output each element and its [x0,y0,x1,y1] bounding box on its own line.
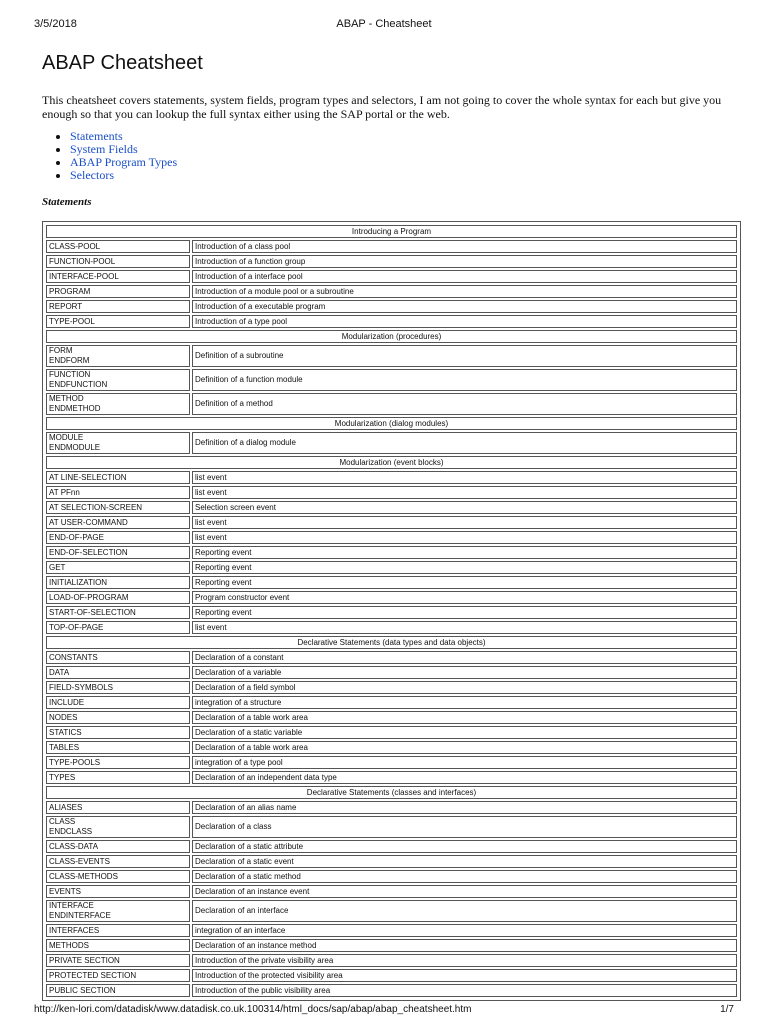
table-row [46,696,737,709]
group-header-row [46,456,737,469]
keyword-text: CONSTANTS [49,652,98,662]
group-title: Introducing a Program [46,225,737,238]
table-row [46,711,737,724]
statement-description: Definition of a function module [192,369,737,391]
print-date: 3/5/2018 [34,18,77,30]
statement-keyword [46,681,190,694]
statement-keyword [46,816,190,838]
group-title: Modularization (procedures) [46,330,737,343]
statement-description: Introduction of a interface pool [192,270,737,283]
keyword-text: AT PFnn [49,487,80,497]
statement-description: Declaration of an alias name [192,801,737,814]
table-row [46,900,737,922]
keyword-text: ENDINTERFACE [49,911,111,920]
table-row [46,315,737,328]
table-row [46,816,737,838]
keyword-text: CLASS-DATA [49,841,99,851]
statement-description: Introduction of a module pool or a subroutine [192,285,737,298]
group-header-row [46,786,737,799]
table-row [46,666,737,679]
toc-item [70,169,177,182]
toc-link-selectors[interactable]: Selectors [70,168,114,182]
statement-description: Declaration of a class [192,816,737,838]
statement-description: Introduction of the private visibility area [192,954,737,967]
keyword-text: FUNCTION-POOL [49,256,116,266]
statement-keyword [46,801,190,814]
toc-link-system-fields[interactable]: System Fields [70,142,138,156]
statement-keyword [46,870,190,883]
statement-keyword [46,576,190,589]
statement-keyword [46,840,190,853]
group-header-row [46,636,737,649]
statement-keyword [46,855,190,868]
statement-keyword [46,240,190,253]
table-row [46,501,737,514]
keyword-text: ENDFUNCTION [49,380,108,389]
keyword-text: NODES [49,712,78,722]
statement-description: Reporting event [192,561,737,574]
statement-keyword [46,546,190,559]
statement-keyword [46,516,190,529]
keyword-text: FORM [49,346,73,355]
table-row [46,531,737,544]
statement-description: Declaration of a table work area [192,741,737,754]
statement-description: integration of a type pool [192,756,737,769]
table-row [46,285,737,298]
keyword-text: END-OF-PAGE [49,532,104,542]
table-row [46,591,737,604]
table-row [46,756,737,769]
statement-keyword [46,315,190,328]
table-of-contents [42,130,177,182]
statement-keyword [46,300,190,313]
table-row [46,651,737,664]
keyword-text: TYPES [49,772,76,782]
group-title: Declarative Statements (classes and interfaces) [46,786,737,799]
keyword-text: ENDCLASS [49,827,93,836]
statement-keyword [46,900,190,922]
keyword-text: CLASS-METHODS [49,871,118,881]
statement-keyword [46,711,190,724]
statement-keyword [46,954,190,967]
statement-description: list event [192,471,737,484]
statement-description: Reporting event [192,546,737,559]
statement-keyword [46,771,190,784]
keyword-text: ENDMETHOD [49,404,101,413]
keyword-text: TOP-OF-PAGE [49,622,104,632]
keyword-text: INTERFACE [49,901,94,910]
statement-keyword [46,471,190,484]
statement-description: integration of an interface [192,924,737,937]
statement-keyword [46,369,190,391]
table-row [46,969,737,982]
keyword-text: START-OF-SELECTION [49,607,136,617]
statement-description: Declaration of a static event [192,855,737,868]
group-title: Modularization (dialog modules) [46,417,737,430]
group-header-row [46,330,737,343]
group-title: Declarative Statements (data types and data objects) [46,636,737,649]
group-header-row [46,417,737,430]
statement-keyword [46,984,190,997]
keyword-text: MODULE [49,433,84,442]
keyword-text: DATA [49,667,70,677]
keyword-text: CLASS-EVENTS [49,856,110,866]
statement-keyword [46,621,190,634]
table-row [46,516,737,529]
table-row [46,726,737,739]
statement-keyword [46,285,190,298]
keyword-text: INTERFACES [49,925,100,935]
statement-description: Introduction of a type pool [192,315,737,328]
statement-keyword [46,393,190,415]
footer-url: http://ken-lori.com/datadisk/www.datadisk.co.uk.100314/html_docs/sap/abap/abap_cheatsheet.htm [34,1004,472,1015]
keyword-text: TYPE-POOLS [49,757,101,767]
table-row [46,471,737,484]
statements-table [42,221,741,1001]
keyword-text: PUBLIC SECTION [49,985,116,995]
table-row [46,486,737,499]
keyword-text: INTERFACE-POOL [49,271,119,281]
keyword-text: PROGRAM [49,286,91,296]
statement-keyword [46,501,190,514]
statement-keyword [46,651,190,664]
section-heading: Statements [42,196,92,208]
statement-description: Declaration of a static variable [192,726,737,739]
keyword-text: PROTECTED SECTION [49,970,137,980]
statement-keyword [46,696,190,709]
table-row [46,801,737,814]
statement-description: Reporting event [192,606,737,619]
statement-description: list event [192,621,737,634]
print-title: ABAP - Cheatsheet [336,18,432,30]
statement-description: Introduction of a class pool [192,240,737,253]
table-row [46,855,737,868]
statement-description: Introduction of the public visibility area [192,984,737,997]
keyword-text: LOAD-OF-PROGRAM [49,592,129,602]
statement-description: Declaration of an independent data type [192,771,737,784]
statement-description: Declaration of a variable [192,666,737,679]
table-row [46,255,737,268]
keyword-text: CLASS [49,817,76,826]
print-header [0,15,768,31]
table-row [46,885,737,898]
page-title: ABAP Cheatsheet [42,52,203,74]
table-row [46,606,737,619]
statement-keyword [46,606,190,619]
statement-description: Introduction of a function group [192,255,737,268]
statement-keyword [46,432,190,454]
keyword-text: TYPE-POOL [49,316,95,326]
keyword-text: FUNCTION [49,370,91,379]
table-row [46,546,737,559]
statement-keyword [46,924,190,937]
toc-link-program-types[interactable]: ABAP Program Types [70,155,178,169]
statement-keyword [46,486,190,499]
table-row [46,870,737,883]
table-row [46,300,737,313]
statement-description: Selection screen event [192,501,737,514]
keyword-text: INCLUDE [49,697,85,707]
table-row [46,939,737,952]
keyword-text: ENDMODULE [49,443,101,452]
table-row [46,432,737,454]
statement-description: Definition of a subroutine [192,345,737,367]
table-row [46,840,737,853]
statement-keyword [46,969,190,982]
keyword-text: ENDFORM [49,356,90,365]
table-row [46,369,737,391]
table-row [46,270,737,283]
statement-description: Declaration of a constant [192,651,737,664]
table-row [46,240,737,253]
table-row [46,576,737,589]
keyword-text: AT SELECTION-SCREEN [49,502,143,512]
statement-description: Program constructor event [192,591,737,604]
statement-description: list event [192,531,737,544]
keyword-text: METHODS [49,940,89,950]
keyword-text: ALIASES [49,802,83,812]
keyword-text: METHOD [49,394,84,403]
statement-description: Introduction of a executable program [192,300,737,313]
statement-description: Definition of a dialog module [192,432,737,454]
statement-description: Reporting event [192,576,737,589]
keyword-text: INITIALIZATION [49,577,108,587]
toc-link-statements[interactable]: Statements [70,129,123,143]
statement-keyword [46,531,190,544]
statement-keyword [46,885,190,898]
statement-description: Declaration of a static method [192,870,737,883]
statement-keyword [46,270,190,283]
table-row [46,771,737,784]
group-header-row [46,225,737,238]
keyword-text: PRIVATE SECTION [49,955,120,965]
statement-description: Declaration of a table work area [192,711,737,724]
statement-description: Declaration of a static attribute [192,840,737,853]
page-number: 1/7 [720,1004,734,1015]
keyword-text: STATICS [49,727,82,737]
keyword-text: AT LINE-SELECTION [49,472,127,482]
statement-keyword [46,756,190,769]
statement-description: list event [192,516,737,529]
statement-keyword [46,561,190,574]
statement-description: Definition of a method [192,393,737,415]
statement-description: Declaration of a field symbol [192,681,737,694]
table-row [46,984,737,997]
table-row [46,954,737,967]
table-row [46,561,737,574]
statement-keyword [46,726,190,739]
group-title: Modularization (event blocks) [46,456,737,469]
keyword-text: REPORT [49,301,83,311]
statement-keyword [46,741,190,754]
statement-description: Declaration of an instance event [192,885,737,898]
keyword-text: END-OF-SELECTION [49,547,128,557]
statement-description: integration of a structure [192,696,737,709]
table-row [46,393,737,415]
keyword-text: AT USER-COMMAND [49,517,128,527]
statement-keyword [46,345,190,367]
keyword-text: FIELD-SYMBOLS [49,682,114,692]
statement-description: Declaration of an instance method [192,939,737,952]
table-row [46,924,737,937]
keyword-text: CLASS-POOL [49,241,101,251]
statement-keyword [46,666,190,679]
statement-description: list event [192,486,737,499]
table-row [46,345,737,367]
table-row [46,681,737,694]
table-row [46,741,737,754]
keyword-text: GET [49,562,66,572]
table-row [46,621,737,634]
statement-keyword [46,255,190,268]
intro-paragraph: This cheatsheet covers statements, system fields, program types and selectors, I am not going to cover the whole syntax for each but give you enough so that you can lookup the full syntax either using the SAP portal or the web. [42,93,722,121]
keyword-text: EVENTS [49,886,82,896]
statement-keyword [46,591,190,604]
statement-description: Introduction of the protected visibility area [192,969,737,982]
keyword-text: TABLES [49,742,80,752]
statement-keyword [46,939,190,952]
statement-description: Declaration of an interface [192,900,737,922]
